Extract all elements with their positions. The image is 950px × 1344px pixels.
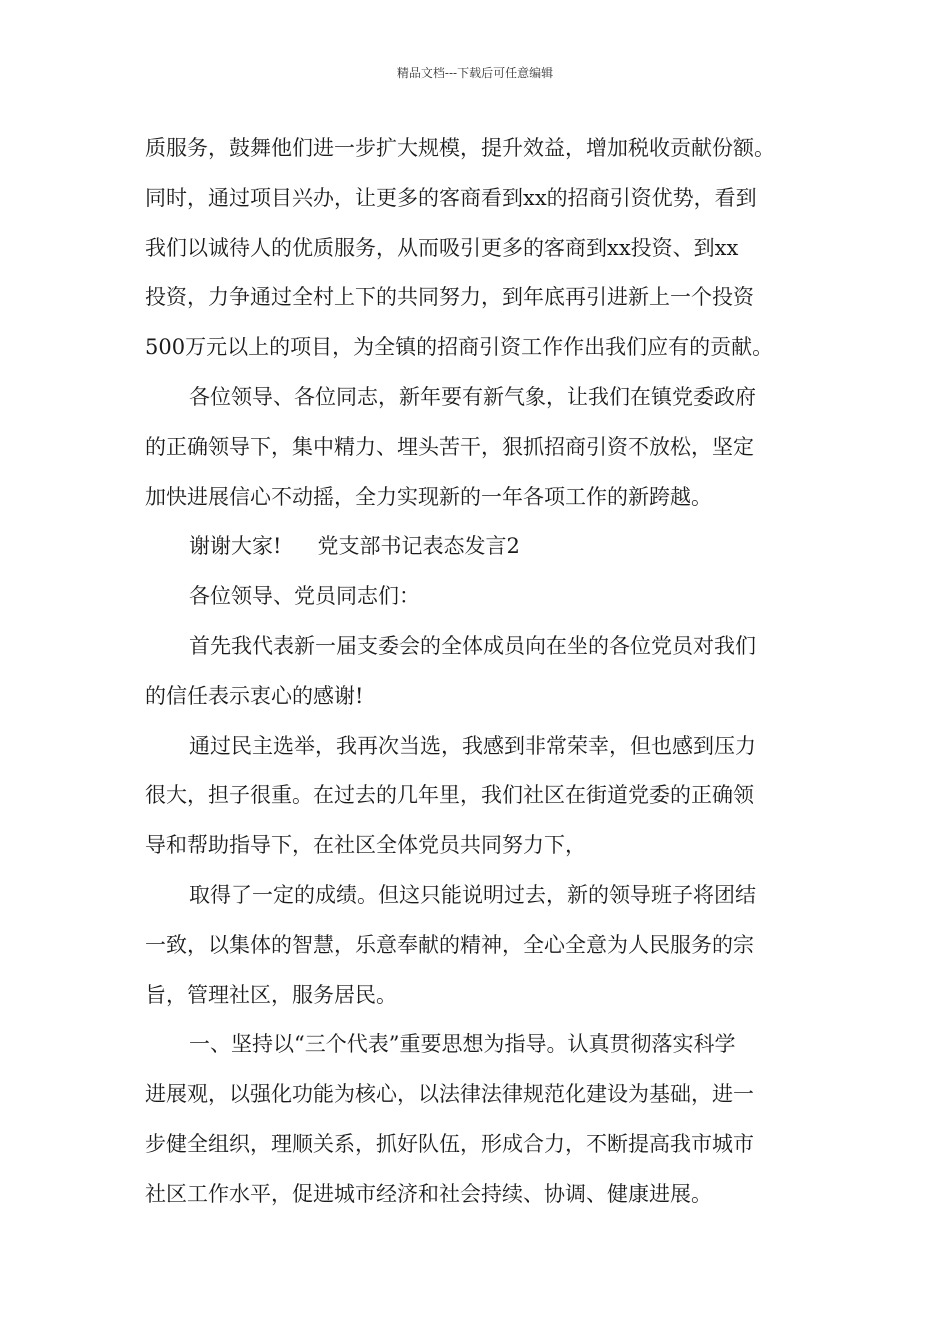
thanks-text: 谢谢大家!: [189, 534, 282, 559]
text-line: 质服务，鼓舞他们进一步扩大规模，提升效益，增加税收贡献份额。: [145, 136, 775, 160]
text-line: 步健全组织，理顺关系，抓好队伍，形成合力，不断提高我市城市: [145, 1131, 754, 1156]
text-line: 一致，以集体的智慧，乐意奉献的精神，全心全意为人民服务的宗: [145, 932, 754, 957]
text-line: 的正确领导下，集中精力、埋头苦干，狠抓招商引资不放松，坚定: [145, 434, 754, 459]
text-line: 同时，通过项目兴办，让更多的客商看到xx的招商引资优势，看到: [145, 185, 757, 210]
text-line: 500万元以上的项目，为全镇的招商引资工作作出我们应有的贡献。: [145, 335, 774, 360]
text-line: 旨，管理社区，服务居民。: [145, 982, 397, 1007]
section-title: 党支部书记表态发言2: [317, 534, 520, 559]
text-line: 社区工作水平，促进城市经济和社会持续、协调、健康进展。: [145, 1181, 712, 1206]
thanks-and-title-line: [145, 522, 810, 572]
paragraph-start-line: 取得了一定的成绩。但这只能说明过去，新的领导班子将团结: [189, 882, 756, 907]
paragraph-start-line: 一、坚持以“三个代表”重要思想为指导。认真贯彻落实科学: [189, 1032, 736, 1057]
text-line: 投资，力争通过全村上下的共同努力，到年底再引进新上一个投资: [145, 285, 754, 310]
text-line: 的信任表示衷心的感谢!: [145, 683, 364, 708]
document-body: [145, 124, 810, 1220]
text-line: 导和帮助指导下，在社区全体党员共同努力下，: [145, 833, 586, 858]
paragraph-start-line: 通过民主选举，我再次当选，我感到非常荣幸，但也感到压力: [189, 733, 756, 758]
paragraph-start-line: 各位领导、各位同志，新年要有新气象，让我们在镇党委政府: [189, 384, 756, 409]
page-header: 精品文档---下载后可任意编辑: [396, 66, 554, 80]
text-line: 加快进展信心不动摇，全力实现新的一年各项工作的新跨越。: [145, 484, 712, 509]
paragraph-start-line: 首先我代表新一届支委会的全体成员向在坐的各位党员对我们: [189, 633, 756, 658]
text-line: 很大，担子很重。在过去的几年里，我们社区在街道党委的正确领: [145, 783, 754, 808]
text-line: 我们以诚待人的优质服务，从而吸引更多的客商到xx投资、到xx: [145, 235, 739, 260]
text-line: 进展观，以强化功能为核心，以法律法律规范化建设为基础，进一: [145, 1082, 754, 1107]
salutation-line: 各位领导、党员同志们：: [189, 584, 420, 609]
